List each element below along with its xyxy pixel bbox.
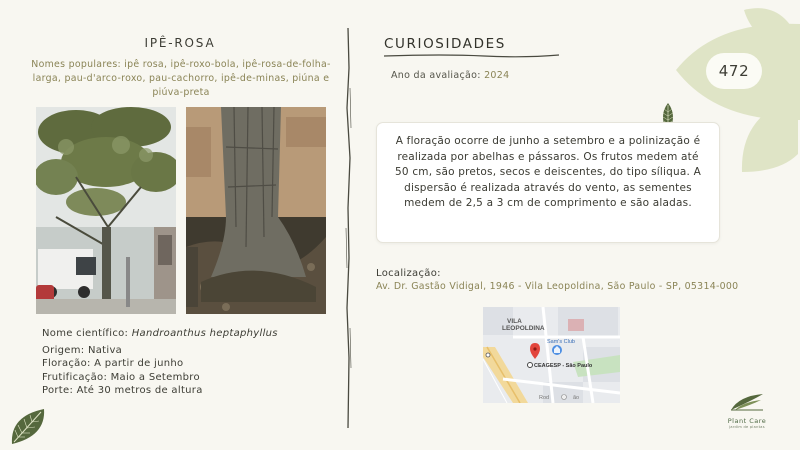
map-district-line1: VILA (507, 318, 522, 325)
fruiting: Frutificação: Maio a Setembro (42, 371, 200, 383)
location-label: Localização: (376, 268, 441, 279)
evaluation-year (391, 70, 509, 81)
scientific-name-line (42, 327, 278, 341)
curiosities-card: A floração ocorre de junho a setembro e a polinização é realizada por abelhas e pássaros. Os frutos medem até 50 cm, são pretos, secos e deiscentes, do tipo síliqua. A dispersão é realizada através do vento, as sementes medem de 2,5 a 3 cm de comprimento e são aladas. (376, 122, 720, 243)
scientific-name: Handroanthus heptaphyllus (131, 328, 278, 339)
year-label: Ano da avaliação: (391, 70, 485, 81)
title-underline (384, 51, 559, 61)
brand-tagline: jardim de plantas (729, 425, 765, 429)
map-district-line2: LEOPOLDINA (502, 325, 545, 332)
size: Porte: Até 30 metros de altura (42, 385, 203, 396)
leaf-icon (740, 94, 800, 174)
map-poi-2: CEAGESP - São Paulo (534, 363, 593, 369)
map-road-suffix: ão (573, 395, 580, 401)
year-value: 2024 (484, 70, 510, 81)
tree-photo-trunk (186, 107, 326, 314)
tree-photo-street (36, 107, 176, 314)
location-map[interactable] (483, 307, 620, 403)
leaf-icon (8, 406, 48, 446)
plant-number-badge: 472 (706, 53, 762, 89)
plant-facts (42, 327, 278, 398)
leaf-icon (744, 4, 800, 56)
scientific-name-label: Nome científico: (42, 328, 132, 339)
popular-names: Nomes populares: ipê rosa, ipê-roxo-bola, ipê-rosa-de-folha-larga, pau-d'arco-roxo, pau-cachorro, ipê-de-minas, piúna e piúva-preta (31, 59, 331, 98)
plant-name-title: IPÊ-ROSA (144, 36, 216, 50)
map-road-label: Rod (539, 395, 550, 401)
origin: Origem: Nativa (42, 344, 123, 356)
curiosities-title: CURIOSIDADES (384, 36, 506, 52)
map-poi-1: Sam's Club (547, 339, 575, 345)
plant-care-logo (718, 392, 776, 436)
plant-care-logo-icon (729, 392, 765, 412)
brand-name: Plant Care (727, 417, 767, 425)
flowering: Floração: A partir de junho (42, 358, 184, 369)
column-divider (339, 28, 359, 428)
location-address[interactable]: Av. Dr. Gastão Vidigal, 1946 - Vila Leopoldina, São Paulo - SP, 05314-000 (376, 281, 739, 292)
